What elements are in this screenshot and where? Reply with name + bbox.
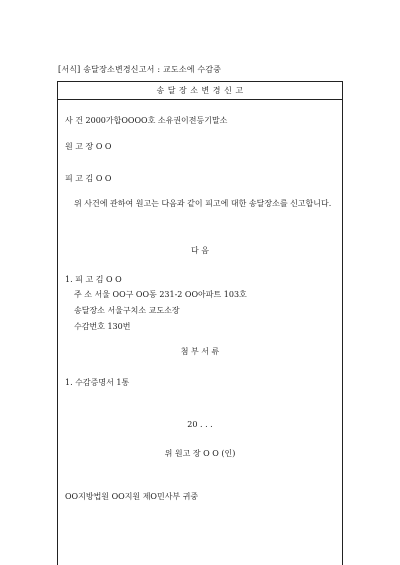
plaintiff-line: 원 고 장 O O [65,142,112,151]
body-paragraph: 위 사건에 관하여 원고는 다음과 같이 피고에 대한 송달장소를 신고합니다. [74,199,332,208]
inmate-number-line: 수감번호 130번 [74,322,131,331]
delivery-place-line: 송달장소 서울구치소 교도소장 [74,306,180,315]
form-document [57,81,343,565]
signature-line: 위 원고 장 O O (인) [164,449,236,458]
attachment-item: 1. 수감증명서 1통 [65,378,130,387]
defendant-item: 1. 피 고 김 O O [65,275,122,284]
date-line: 20 . . . [187,420,213,429]
recipient-line: OO지방법원 OO지원 제O민사부 귀중 [65,492,199,501]
following-heading: 다 음 [191,246,209,255]
defendant-line: 피 고 김 O O [65,174,112,183]
attachments-heading: 첨 부 서 류 [180,347,220,356]
address-line: 주 소 서울 OO구 OO동 231-2 OO아파트 103호 [74,290,247,299]
case-line: 사 건 2000가합OOOO호 소유권이전등기말소 [65,116,228,125]
form-title: 송 달 장 소 변 경 신 고 [58,82,342,100]
form-caption: [서식] 송달장소변경신고서 : 교도소에 수감중 [58,65,222,74]
